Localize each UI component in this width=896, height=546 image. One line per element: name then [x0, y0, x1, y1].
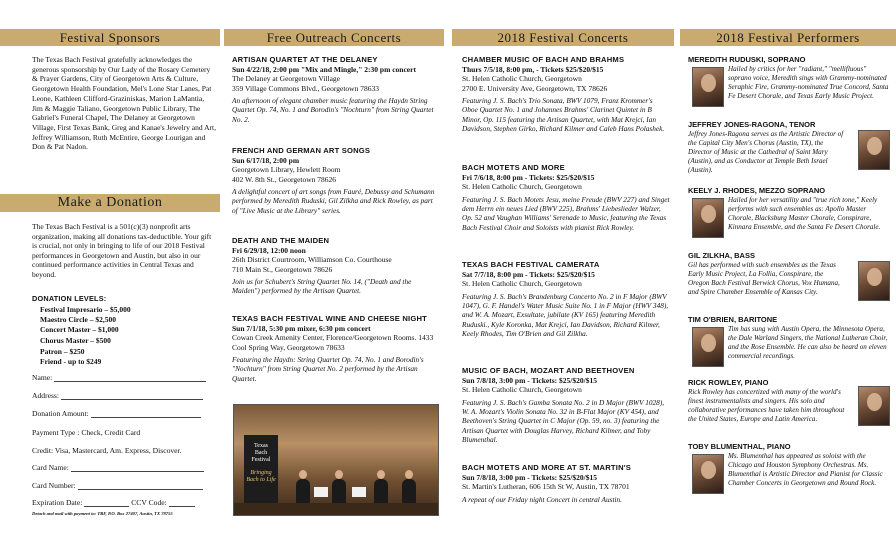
performers-header: 2018 Festival Performers: [680, 29, 896, 46]
event-description: Featuring J. S. Bach's Brandenburg Concerto No. 2 in F Major (BWV 1047), G. F. Handel's Water Music Suite No. 1 in F Major (HWV 348), and W. A. Mozart, Exsultate, jubilate (KV 165) featuring Meredith Ruduski., Kyle Koronka, Mat Krejci, Ian Davidson, Richard Kilmer, Keely Rhodes, Tim O'Brien and Gil Zilkha.: [462, 291, 669, 339]
card-name-field[interactable]: [32, 463, 204, 472]
festival-concerts-column: [452, 0, 674, 546]
event-title: DEATH AND THE MAIDEN: [232, 236, 330, 245]
performer-photo: [692, 327, 724, 367]
donation-header: Make a Donation: [0, 194, 220, 212]
outreach-header: Free Outreach Concerts: [224, 29, 444, 46]
event-description: A repeat of our Friday night Concert in central Austin.: [462, 494, 622, 504]
event-date: Thurs 7/5/18, 8:00 pm, - Tickets $25/$20/$15: [462, 64, 604, 74]
performer-bio: Tim has sung with Austin Opera, the Minnesota Opera, the Dale Warland Singers, the National Lutheran Choir, and the Rose Ensemble. He can also be heard on eleven commercial recordings.: [728, 324, 888, 360]
ccv-label: CCV Code:: [131, 498, 167, 507]
event-address: 359 Village Commons Blvd., Georgetown 78633: [232, 83, 379, 93]
performer-name: MEREDITH RUDUSKI, SOPRANO: [688, 55, 806, 64]
event-date: Fri 7/6/18, 8:00 pm - Tickets: $25/$20/$15: [462, 172, 595, 182]
concert-event: [462, 366, 670, 445]
performer: [688, 315, 890, 361]
performer: [688, 120, 890, 175]
donation-level: Concert Master – $1,000: [40, 325, 119, 334]
event-title: TEXAS BACH FESTIVAL WINE AND CHEESE NIGHT: [232, 314, 427, 323]
event-venue: Georgetown Library, Hewlett Room: [232, 165, 341, 174]
name-field[interactable]: [32, 373, 206, 382]
event-date: Sun 6/17/18, 2:00 pm: [232, 155, 300, 165]
event-venue: The Delaney at Georgetown Village: [232, 74, 340, 83]
event-venue: St. Martin's Lutheran, 606 15th St W, Austin, TX 78701: [462, 482, 630, 491]
credit-types: Credit: Visa, Mastercard, Am. Express, Discover.: [32, 446, 182, 455]
donation-level: Patron – $250: [40, 347, 85, 356]
performer-name: GIL ZILKHA, BASS: [688, 251, 755, 260]
performer-bio: Hailed for her versatility and "true rich tone," Keely performs with such ensembles as: Apollo Master Chorale, Blacksburg Master Chorale, Conspirare, Kinnara Ensemble, and the Santa Fe Desert Chorale.: [728, 195, 881, 231]
festival-banner: Texas Bach Festival Bringing Bach to Life: [244, 435, 278, 511]
outreach-event: [232, 55, 440, 124]
performer-bio: Gil has performed with such ensembles as the Texas Early Music Project, La Follia, Conspirare, the Oregon Bach Festival Berwick Chorus, Vox Humana, and Spire Chamber Ensemble of Kansas City.: [688, 260, 840, 296]
event-venue: St. Helen Catholic Church, Georgetown: [462, 182, 582, 191]
donation-level: Maestro Circle – $2,500: [40, 315, 116, 324]
performer-bio: Hailed by critics for her "radiant," "mellifluous" soprano voice, Meredith sings with Grammy-nominated Seraphic Fire, Grammy-nominated True Concord, Santa Fe Desert Chorale, and Texas Early Music Project.: [728, 64, 889, 100]
performer-photo: [858, 386, 890, 426]
concert-event: [462, 463, 670, 504]
performer-bio: Rick Rowley has concertized with many of the world's finest instrumentalists and singers. His solo and collaborative performances have taken him throughout the United States, Europe and Latin America.: [688, 387, 845, 423]
event-title: CHAMBER MUSIC OF BACH AND BRAHMS: [462, 55, 625, 64]
performer-photo: [858, 261, 890, 301]
event-description: An afternoon of elegant chamber music featuring the Haydn String Quartet Op. 74, No. 1 and Borodin's "Nochturn" from String Quartet No. 2.: [232, 96, 434, 124]
event-description: Featuring J. S. Bach's Gamba Sonata No. 2 in D Major (BWV 1028), W. A. Mozart's Violin Sonata No. 32 in B-Flat Major (KV 454), and Beethoven's String Quartet in C Major (Op. 59, no. 3) featuring the Artisan Quartet with Douglas Harvey, Richard Kilmer, and Toby Blumenthal.: [462, 397, 665, 445]
performers-column: [680, 0, 896, 546]
donation-amount-field[interactable]: [32, 409, 201, 418]
address-label: Address:: [32, 391, 59, 400]
performer-name: TOBY BLUMENTHAL, PIANO: [688, 442, 791, 451]
performer-photo: [692, 198, 724, 238]
event-description: Join us for Schubert's String Quartet No. 14, ("Death and the Maiden") performed by the Artisan Quartet.: [232, 277, 412, 296]
event-title: FRENCH AND GERMAN ART SONGS: [232, 146, 371, 155]
performer-photo: [692, 454, 724, 494]
performer-name: KEELY J. RHODES, MEZZO SOPRANO: [688, 186, 826, 195]
outreach-event: [232, 146, 440, 215]
sponsors-text: The Texas Bach Festival gratefully acknowledges the generous sponsorship by Our Lady of the Rosary Cemetery & Prayer Gardens, City of Georgetown Arts & Culture, Georgetown Health Foundation, Mel's Lone Star Lanes, Pat Leone, Kathleen Clifford-Graziniskas, Marion LaMantia, Jim & Maggie Taliano, Georgetown Public Library, The Gabriel's Funeral Chapel, The Delaney at Georgetown Village, First Texas Bank, Greg and Kanae's Jewelry and Art, Jeffrey Williamson, Ruth McEntire, George Lourigan and Don & Pat Nadon.: [32, 55, 216, 152]
performer: [688, 251, 890, 297]
address-field[interactable]: [32, 391, 203, 400]
concert-event: [462, 163, 670, 232]
festival-concerts-header: 2018 Festival Concerts: [452, 29, 674, 46]
event-date: Sun 7/1/18, 5:30 pm mixer, 6:30 pm concert: [232, 323, 371, 333]
event-venue: St. Helen Catholic Church, Georgetown: [462, 74, 582, 83]
mailing-note: Detach and mail with payment to: TBF, P.O. Box 27407, Austin, TX 78755: [32, 511, 173, 516]
event-description: Featuring J. S. Bach Motets Jesu, meine Freude (BWV 227) and Singet dem Herrn ein neues Lied (BWV 225), Brahms' Liebeslieder Walzer, Op. 52 and Vaughan Williams' Serenade to Music, featuring the Texas Bach Festival Choir and Soloists with pianist Rick Rowley.: [462, 194, 670, 232]
event-description: Featuring the Haydn: String Quartet Op. 74, No. 1 and Borodin's "Nochturn" from String Quartet No. 2 performed by the Artisan Quartet.: [232, 355, 424, 383]
performer-name: TIM O'BRIEN, BARITONE: [688, 315, 778, 324]
performer-photo: [858, 130, 890, 170]
performer: [688, 186, 890, 232]
performer-bio: Jeffrey Jones-Ragona serves as the Artistic Director of the Capital City Men's Chorus (Austin, TX), the Director of Music at the Cathedral of Saint Mary (Austin), and as Conductor at Temple Beth Israel (Austin).: [688, 129, 844, 174]
donation-amount-label: Donation Amount:: [32, 409, 89, 418]
event-venue: St. Helen Catholic Church, Georgetown: [462, 279, 582, 288]
performer-bio: Ms. Blumenthal has appeared as soloist with the Chicago and Houston Symphony Orchestras. Ms. Blumenthal is Artistic Director and Pianist for Classic Chamber Concerts in Georgetown and Round Rock.: [728, 451, 883, 487]
expiration-label: Expiration Date:: [32, 498, 83, 507]
event-title: MUSIC OF BACH, MOZART AND BEETHOVEN: [462, 366, 635, 375]
concert-event: [462, 55, 670, 134]
concert-event: [462, 260, 670, 339]
donation-level: Friend - up to $249: [40, 357, 102, 366]
expiration-field[interactable]: [32, 498, 195, 507]
event-address: 710 Main St., Georgetown 78626: [232, 264, 333, 274]
performer-name: JEFFREY JONES-RAGONA, TENOR: [688, 120, 816, 129]
performer-name: RICK ROWLEY, PIANO: [688, 378, 769, 387]
payment-type: Payment Type : Check, Credit Card: [32, 428, 141, 437]
event-address: 2700 E. University Ave, Georgetown, TX 78626: [462, 83, 608, 93]
event-address: 402 W. 8th St., Georgetown 78626: [232, 174, 337, 184]
sponsors-donation-column: [0, 0, 220, 546]
concert-photo: [233, 404, 439, 516]
donation-level: Chorus Master – $500: [40, 336, 111, 345]
sponsors-header: Festival Sponsors: [0, 29, 220, 46]
card-number-label: Card Number:: [32, 481, 76, 490]
name-label: Name:: [32, 373, 53, 382]
performer: [688, 378, 890, 424]
event-title: BACH MOTETS AND MORE AT ST. MARTIN'S: [462, 463, 632, 472]
event-venue: 26th District Courtroom, Williamson Co. Courthouse: [232, 255, 392, 264]
event-venue: Cowan Creek Amenity Center, Florence/Georgetown Rooms. 1433 Cool Spring Way, Georgetown 78633: [232, 333, 434, 352]
event-date: Sun 7/8/18, 3:00 pm - Tickets: $25/$20/$15: [462, 472, 597, 482]
performer: [688, 55, 890, 101]
event-date: Sat 7/7/18, 8:00 pm - Tickets: $25/$20/$15: [462, 269, 595, 279]
event-description: A delightful concert of art songs from Fauré, Debussy and Schumann performed by Meredith Ruduski, Gil Zilkha and Rick Rowley, as part of "Live Music at the Library" series.: [232, 187, 435, 215]
event-date: Fri 6/29/18, 12:00 noon: [232, 245, 306, 255]
donation-text: The Texas Bach Festival is a 501(c)(3) nonprofit arts organization, making all donations tax-deductible. Your gift is crucial, not only in bringing to life of our 2018 Festival performances in Georgetown and Austin, but also in our continued performance activities in Central Texas and beyond.: [32, 222, 212, 279]
event-date: Sun 7/8/18, 3:00 pm - Tickets: $25/$20/$15: [462, 375, 597, 385]
performer: [688, 442, 890, 488]
event-title: TEXAS BACH FESTIVAL CAMERATA: [462, 260, 600, 269]
event-title: ARTISAN QUARTET AT THE DELANEY: [232, 55, 378, 64]
event-date: Sun 4/22/18, 2:00 pm "Mix and Mingle," 2:30 pm concert: [232, 64, 416, 74]
outreach-event: [232, 236, 440, 296]
donation-level: Festival Impresario – $5,000: [40, 305, 131, 314]
event-venue: St. Helen Catholic Church, Georgetown: [462, 385, 582, 394]
outreach-event: [232, 314, 440, 383]
event-description: Featuring J. S. Bach's Trio Sonata, BWV 1079, Franz Krommer's Oboe Quartet No. 1 and Johannes Brahms' Clarinet Quintet in B Minor, Op. 115 featuring the Artisan Quartet, with Mat Krejci, Ian Davidson, Stephen Girko, Richard Kilmer and Caleb Hans Polashek.: [462, 96, 665, 134]
event-title: BACH MOTETS AND MORE: [462, 163, 565, 172]
card-number-field[interactable]: [32, 481, 203, 490]
performer-photo: [692, 67, 724, 107]
card-name-label: Card Name:: [32, 463, 69, 472]
donation-levels-title: DONATION LEVELS:: [32, 294, 107, 303]
